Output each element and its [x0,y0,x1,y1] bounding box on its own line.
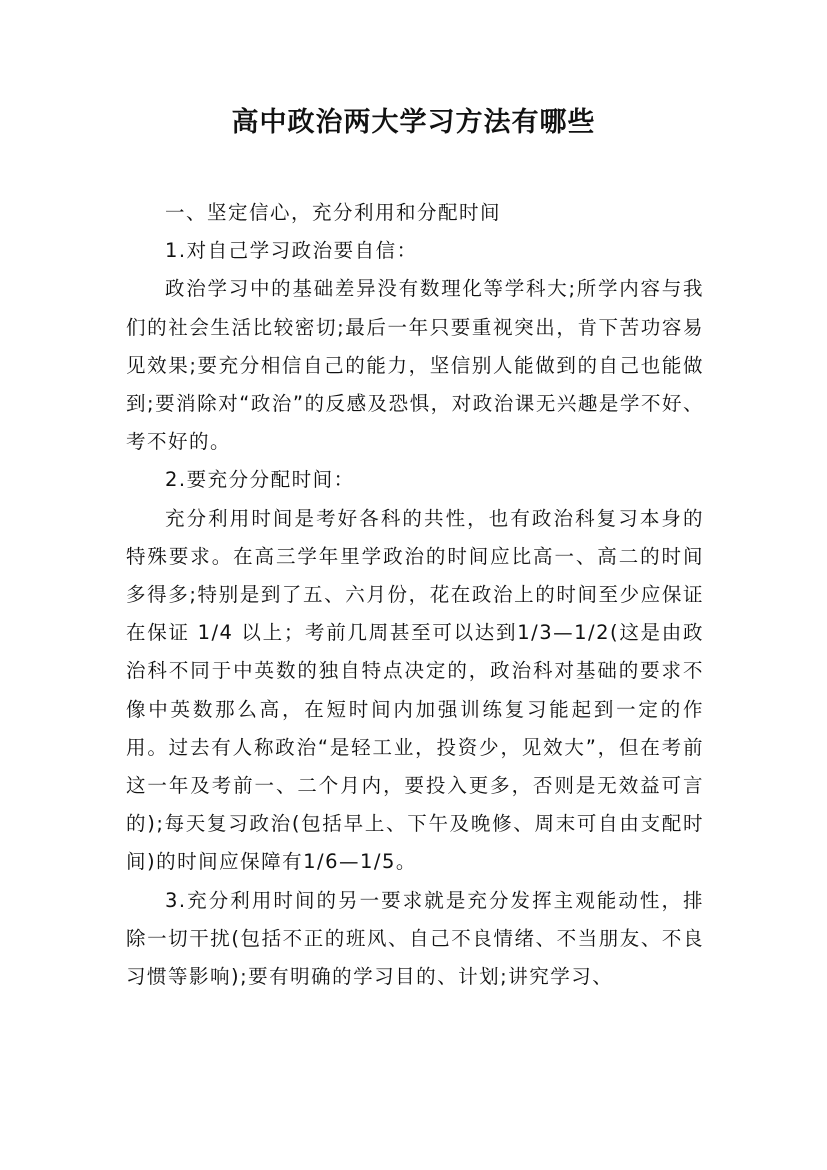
document-title: 高中政治两大学习方法有哪些 [231,107,596,138]
subheading-confidence: 1.对自己学习政治要自信： [165,239,418,263]
document-body [126,194,704,996]
paragraph-time: 充分利用时间是考好各科的共性，也有政治科复习本身的特殊要求。在高三学年里学政治的时间应比高一、高二的时间多得多;特别是到了五、六月份，花在政治上的时间至少应保证在保证 1/4 以上；考前几周甚至可以达到1/3—1/2(这是由政治科不同于中英数的独自特点决定的，政治科对基础的要求不像中英数那么高，在短时间内加强训练复习能起到一定的作用。过去有人称政治“是轻工业，投资少，见效大”，但在考前这一年及考前一、二个月内，要投入更多，否则是无效益可言的);每天复习政治(包括早上、下午及晚修、周末可自由支配时间)的时间应保障有1/6—1/5。 [126,506,704,874]
subheading-time: 2.要充分分配时间： [165,468,355,492]
section-heading: 一、坚定信心，充分利用和分配时间 [165,201,502,224]
paragraph-initiative: 3.充分利用时间的另一要求就是充分发挥主观能动性，排除一切干扰(包括不正的班风、自己不良情绪、不当朋友、不良习惯等影响);要有明确的学习目的、计划;讲究学习、 [126,888,704,989]
paragraph-confidence: 政治学习中的基础差异没有数理化等学科大;所学内容与我们的社会生活比较密切;最后一年只要重视突出，肯下苦功容易见效果;要充分相信自己的能力，坚信别人能做到的自己也能做到;要消除对“政治”的反感及恐惧，对政治课无兴趣是学不好、考不好的。 [126,277,704,454]
